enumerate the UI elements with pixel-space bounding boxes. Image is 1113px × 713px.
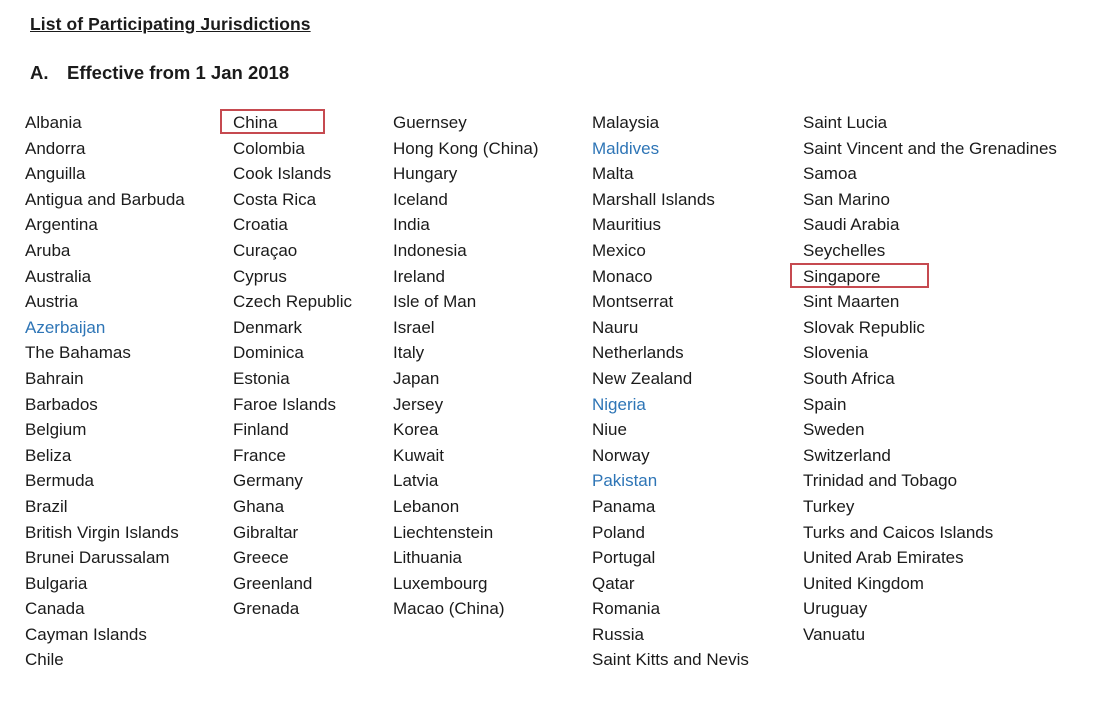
- jurisdiction-label: Macao (China): [393, 599, 505, 619]
- jurisdiction-label: Turks and Caicos Islands: [803, 522, 994, 542]
- jurisdiction-label: Indonesia: [393, 240, 467, 260]
- jurisdiction-label: Slovak Republic: [803, 317, 925, 337]
- jurisdiction-label: Korea: [393, 420, 439, 440]
- jurisdiction-label: Seychelles: [803, 240, 886, 260]
- jurisdiction-item: [233, 366, 393, 392]
- jurisdiction-label: China: [233, 113, 278, 132]
- jurisdiction-label: Turkey: [803, 496, 855, 516]
- jurisdiction-label: Liechtenstein: [393, 522, 494, 542]
- jurisdiction-item: [393, 571, 592, 597]
- jurisdiction-column-4: [592, 110, 803, 673]
- jurisdiction-item: [233, 136, 393, 162]
- jurisdiction-item: [803, 110, 1113, 136]
- jurisdiction-label: Vanuatu: [803, 624, 866, 644]
- jurisdiction-label: Andorra: [25, 138, 86, 158]
- jurisdiction-item: [592, 110, 803, 136]
- jurisdiction-label: Qatar: [592, 573, 635, 593]
- jurisdiction-item: [393, 212, 592, 238]
- jurisdiction-label: Brazil: [25, 496, 68, 516]
- jurisdiction-item: [25, 494, 233, 520]
- jurisdiction-label: Marshall Islands: [592, 189, 715, 209]
- jurisdiction-item: [25, 289, 233, 315]
- jurisdiction-label: The Bahamas: [25, 343, 131, 363]
- jurisdiction-label: United Arab Emirates: [803, 548, 964, 568]
- jurisdiction-label: Japan: [393, 368, 440, 388]
- jurisdiction-item: [25, 443, 233, 469]
- jurisdiction-item: [393, 494, 592, 520]
- jurisdiction-label: Monaco: [592, 266, 653, 286]
- jurisdiction-label: Uruguay: [803, 599, 868, 619]
- jurisdiction-item: [233, 417, 393, 443]
- jurisdiction-item: [393, 238, 592, 264]
- jurisdiction-item: [803, 340, 1113, 366]
- jurisdiction-item: [803, 136, 1113, 162]
- jurisdiction-item: [803, 264, 1113, 290]
- jurisdiction-item: [393, 187, 592, 213]
- jurisdiction-item: [592, 187, 803, 213]
- section-label: A.: [30, 62, 49, 83]
- jurisdiction-label: Netherlands: [592, 343, 684, 363]
- jurisdiction-item: [592, 520, 803, 546]
- jurisdiction-label: Finland: [233, 420, 289, 440]
- jurisdiction-item: [393, 264, 592, 290]
- jurisdiction-label: Cook Islands: [233, 164, 332, 184]
- jurisdiction-label: Australia: [25, 266, 92, 286]
- jurisdiction-item: [393, 468, 592, 494]
- jurisdiction-item: [25, 545, 233, 571]
- jurisdiction-item: [25, 596, 233, 622]
- jurisdiction-label: Spain: [803, 394, 847, 414]
- section-title: Effective from 1 Jan 2018: [67, 62, 290, 83]
- jurisdiction-label: Portugal: [592, 548, 656, 568]
- jurisdiction-item: [25, 571, 233, 597]
- jurisdiction-label: Maldives: [592, 138, 660, 158]
- jurisdiction-item: [592, 315, 803, 341]
- jurisdiction-label: Malta: [592, 164, 634, 184]
- jurisdiction-label: Germany: [233, 471, 303, 491]
- jurisdiction-label: Cyprus: [233, 266, 287, 286]
- jurisdiction-label: Denmark: [233, 317, 302, 337]
- jurisdiction-label: Kuwait: [393, 445, 445, 465]
- jurisdiction-label: Saint Lucia: [803, 113, 888, 132]
- jurisdiction-label: Latvia: [393, 471, 439, 491]
- jurisdiction-item: [592, 161, 803, 187]
- jurisdiction-item: [803, 417, 1113, 443]
- jurisdiction-label: Singapore: [803, 266, 881, 286]
- jurisdiction-item: [803, 596, 1113, 622]
- jurisdiction-label: Greenland: [233, 573, 313, 593]
- jurisdiction-item: [803, 161, 1113, 187]
- jurisdiction-label: Grenada: [233, 599, 300, 619]
- jurisdiction-label: Aruba: [25, 240, 71, 260]
- jurisdiction-item: [25, 520, 233, 546]
- jurisdiction-label: Luxembourg: [393, 573, 488, 593]
- jurisdiction-item: [233, 212, 393, 238]
- jurisdiction-label: Argentina: [25, 215, 98, 235]
- jurisdiction-item: [592, 264, 803, 290]
- jurisdiction-label: New Zealand: [592, 368, 693, 388]
- jurisdiction-item: [233, 187, 393, 213]
- jurisdiction-label: Mexico: [592, 240, 646, 260]
- jurisdiction-label: Norway: [592, 445, 650, 465]
- jurisdiction-label: Austria: [25, 292, 78, 312]
- jurisdiction-item: [233, 392, 393, 418]
- jurisdiction-label: Anguilla: [25, 164, 86, 184]
- jurisdiction-item: [803, 622, 1113, 648]
- jurisdiction-item: [592, 443, 803, 469]
- jurisdiction-item: [393, 366, 592, 392]
- jurisdiction-item: [233, 545, 393, 571]
- jurisdiction-item: [25, 264, 233, 290]
- jurisdiction-label: Colombia: [233, 138, 305, 158]
- jurisdiction-item: [393, 545, 592, 571]
- jurisdiction-label: Sint Maarten: [803, 292, 900, 312]
- jurisdiction-item: [25, 161, 233, 187]
- jurisdiction-label: Hungary: [393, 164, 458, 184]
- jurisdiction-label: Poland: [592, 522, 645, 542]
- jurisdiction-item: [803, 494, 1113, 520]
- jurisdiction-label: Jersey: [393, 394, 444, 414]
- jurisdiction-item: [393, 443, 592, 469]
- jurisdiction-column-1: [25, 110, 233, 673]
- jurisdiction-label: Mauritius: [592, 215, 661, 235]
- jurisdiction-column-3: [393, 110, 592, 673]
- jurisdiction-item: [233, 443, 393, 469]
- jurisdiction-item: [233, 520, 393, 546]
- jurisdiction-label: Ghana: [233, 496, 285, 516]
- jurisdiction-item: [393, 340, 592, 366]
- jurisdiction-item: [803, 366, 1113, 392]
- jurisdiction-item: [803, 545, 1113, 571]
- jurisdiction-item: [233, 596, 393, 622]
- jurisdiction-item: [233, 289, 393, 315]
- jurisdiction-label: France: [233, 445, 286, 465]
- jurisdiction-label: Bermuda: [25, 471, 94, 491]
- jurisdiction-label: Belgium: [25, 420, 87, 440]
- jurisdiction-label: Saint Vincent and the Grenadines: [803, 138, 1057, 158]
- jurisdiction-label: Curaçao: [233, 240, 298, 260]
- jurisdiction-item: [393, 417, 592, 443]
- jurisdiction-label: Iceland: [393, 189, 448, 209]
- jurisdiction-label: Czech Republic: [233, 292, 353, 312]
- jurisdiction-item: [803, 289, 1113, 315]
- jurisdiction-label: Nigeria: [592, 394, 646, 414]
- jurisdiction-item: [233, 161, 393, 187]
- jurisdiction-item: [25, 392, 233, 418]
- jurisdiction-item: [25, 366, 233, 392]
- jurisdiction-item: [592, 571, 803, 597]
- jurisdiction-item: [393, 136, 592, 162]
- jurisdiction-label: Cayman Islands: [25, 624, 147, 644]
- jurisdiction-label: Albania: [25, 113, 82, 132]
- jurisdiction-item: [592, 212, 803, 238]
- jurisdiction-label: United Kingdom: [803, 573, 924, 593]
- jurisdiction-label: Faroe Islands: [233, 394, 336, 414]
- jurisdiction-label: Isle of Man: [393, 292, 477, 312]
- jurisdiction-label: Guernsey: [393, 113, 467, 132]
- jurisdiction-item: [233, 468, 393, 494]
- section-heading: [30, 62, 1113, 84]
- jurisdiction-item: [803, 520, 1113, 546]
- jurisdiction-label: Bulgaria: [25, 573, 88, 593]
- jurisdiction-item: [233, 315, 393, 341]
- jurisdiction-label: Costa Rica: [233, 189, 317, 209]
- jurisdiction-item: [393, 161, 592, 187]
- jurisdiction-item: [592, 136, 803, 162]
- jurisdiction-label: Malaysia: [592, 113, 660, 132]
- jurisdiction-item: [393, 596, 592, 622]
- jurisdiction-label: Estonia: [233, 368, 290, 388]
- jurisdiction-item: [592, 596, 803, 622]
- jurisdiction-label: Nauru: [592, 317, 639, 337]
- jurisdiction-label: Panama: [592, 496, 656, 516]
- jurisdiction-item: [25, 417, 233, 443]
- jurisdiction-item: [25, 647, 233, 673]
- jurisdiction-label: Trinidad and Tobago: [803, 471, 958, 491]
- jurisdiction-item: [25, 622, 233, 648]
- jurisdiction-label: Hong Kong (China): [393, 138, 539, 158]
- jurisdiction-item: [803, 315, 1113, 341]
- jurisdiction-item: [25, 468, 233, 494]
- jurisdiction-item: [803, 212, 1113, 238]
- jurisdiction-label: Montserrat: [592, 292, 674, 312]
- jurisdiction-label: Chile: [25, 650, 64, 670]
- jurisdiction-item: [592, 622, 803, 648]
- jurisdiction-item: [233, 238, 393, 264]
- jurisdiction-item: [25, 187, 233, 213]
- jurisdiction-label: Romania: [592, 599, 661, 619]
- jurisdiction-label: Ireland: [393, 266, 445, 286]
- jurisdiction-label: Russia: [592, 624, 644, 644]
- jurisdiction-item: [25, 238, 233, 264]
- jurisdiction-label: Brunei Darussalam: [25, 548, 170, 568]
- jurisdiction-item: [25, 340, 233, 366]
- jurisdiction-column-5: [803, 110, 1113, 673]
- jurisdiction-label: Gibraltar: [233, 522, 299, 542]
- jurisdiction-item: [592, 647, 803, 673]
- jurisdiction-label: San Marino: [803, 189, 890, 209]
- jurisdiction-item: [393, 315, 592, 341]
- jurisdiction-label: Slovenia: [803, 343, 869, 363]
- jurisdiction-item: [592, 417, 803, 443]
- jurisdiction-label: Saint Kitts and Nevis: [592, 650, 749, 670]
- jurisdiction-item: [25, 212, 233, 238]
- jurisdiction-item: [25, 136, 233, 162]
- jurisdiction-item: [233, 494, 393, 520]
- jurisdiction-label: Antigua and Barbuda: [25, 189, 185, 209]
- jurisdiction-item: [393, 289, 592, 315]
- jurisdiction-label: Lebanon: [393, 496, 460, 516]
- jurisdiction-label: Niue: [592, 420, 627, 440]
- jurisdiction-item: [393, 110, 592, 136]
- jurisdiction-item: [25, 315, 233, 341]
- jurisdiction-item: [803, 187, 1113, 213]
- jurisdiction-label: Samoa: [803, 164, 857, 184]
- jurisdiction-label: South Africa: [803, 368, 895, 388]
- jurisdiction-item: [592, 545, 803, 571]
- jurisdiction-item: [803, 238, 1113, 264]
- jurisdiction-label: Bahrain: [25, 368, 84, 388]
- jurisdiction-label: Beliza: [25, 445, 72, 465]
- jurisdiction-label: Dominica: [233, 343, 304, 363]
- jurisdiction-label: Saudi Arabia: [803, 215, 900, 235]
- jurisdiction-item: [393, 392, 592, 418]
- jurisdiction-item: [803, 571, 1113, 597]
- jurisdiction-item: [592, 289, 803, 315]
- jurisdiction-item: [393, 520, 592, 546]
- jurisdiction-item: [592, 340, 803, 366]
- jurisdiction-item: [233, 110, 393, 136]
- jurisdiction-item: [592, 494, 803, 520]
- page-title: List of Participating Jurisdictions: [30, 14, 311, 34]
- jurisdiction-label: Lithuania: [393, 548, 463, 568]
- jurisdiction-item: [592, 238, 803, 264]
- jurisdiction-label: Canada: [25, 599, 85, 619]
- jurisdiction-label: Azerbaijan: [25, 317, 106, 337]
- jurisdiction-label: Sweden: [803, 420, 865, 440]
- jurisdiction-item: [803, 392, 1113, 418]
- jurisdiction-label: Italy: [393, 343, 425, 363]
- jurisdiction-label: Barbados: [25, 394, 98, 414]
- jurisdiction-label: Croatia: [233, 215, 288, 235]
- jurisdiction-column-2: [233, 110, 393, 673]
- jurisdiction-item: [592, 366, 803, 392]
- jurisdiction-label: Greece: [233, 548, 289, 568]
- jurisdiction-item: [592, 392, 803, 418]
- jurisdiction-label: India: [393, 215, 430, 235]
- jurisdiction-item: [233, 571, 393, 597]
- jurisdiction-columns: [0, 110, 1113, 673]
- jurisdiction-item: [592, 468, 803, 494]
- jurisdiction-item: [233, 340, 393, 366]
- jurisdiction-item: [803, 443, 1113, 469]
- jurisdiction-item: [803, 468, 1113, 494]
- jurisdiction-item: [25, 110, 233, 136]
- jurisdiction-label: Switzerland: [803, 445, 891, 465]
- jurisdiction-label: Pakistan: [592, 471, 658, 491]
- jurisdiction-label: Israel: [393, 317, 435, 337]
- jurisdiction-item: [233, 264, 393, 290]
- jurisdiction-label: British Virgin Islands: [25, 522, 179, 542]
